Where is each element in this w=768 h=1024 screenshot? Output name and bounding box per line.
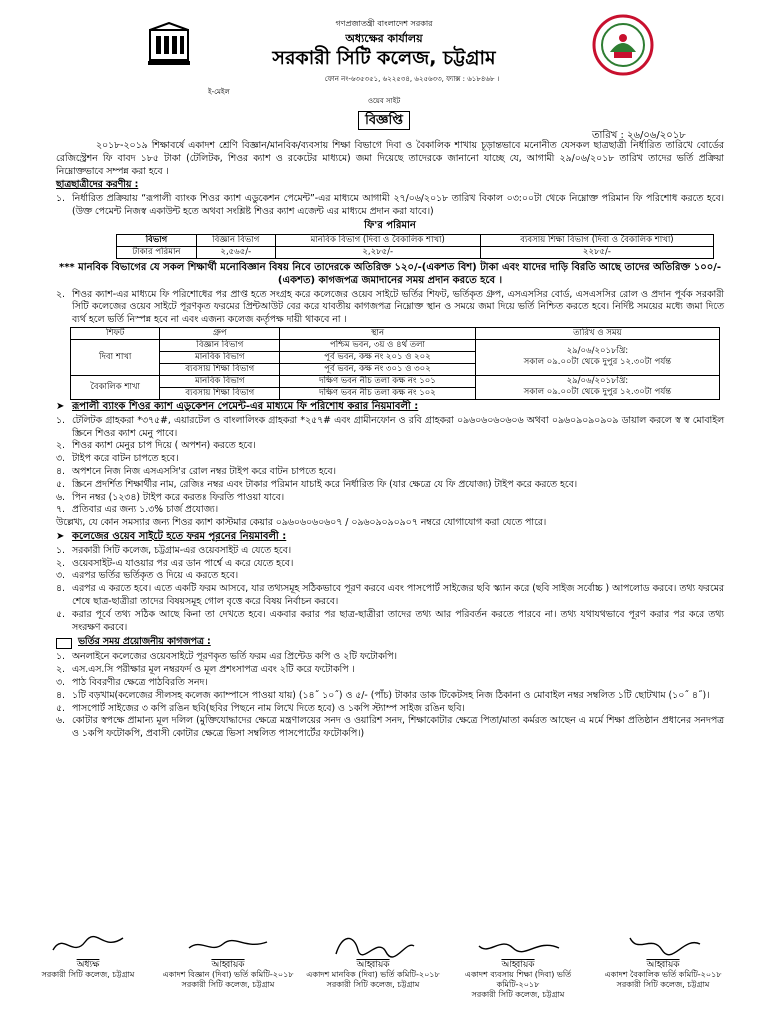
signatory-org-2: সরকারী সিটি কলেজ, চট্টগ্রাম: [471, 990, 565, 999]
students-duty-heading: ছাত্রছাত্রীদের করণীয় :: [56, 179, 139, 191]
table-cell: বিজ্ঞান বিভাগ: [160, 339, 280, 351]
checkbox-icon: [56, 638, 72, 649]
list-item: [56, 558, 724, 571]
signatory-role: আহ্বায়ক: [211, 960, 245, 970]
table-cell: ব্যবসায় শিক্ষা বিভাগ: [160, 363, 280, 375]
handwritten-signature: [328, 930, 418, 960]
list-item: [56, 289, 724, 327]
time-cell: [475, 339, 719, 375]
time-range: সকাল ০৯.০০টা থেকে দুপুর ১২.৩০টা পর্যন্ত: [523, 357, 672, 368]
handwritten-signature: [43, 930, 133, 960]
item-number: ৫.: [56, 608, 65, 620]
handwritten-signature: [618, 930, 708, 960]
table-header-cell: বিভাগ: [117, 234, 197, 246]
website-line: ওয়েব সাইট: [367, 97, 401, 105]
table-row: [117, 234, 714, 246]
table-header-cell: গ্রুপ: [160, 327, 280, 339]
college-name: সরকারী সিটি কলেজ, চট্টগ্রাম: [272, 47, 496, 69]
fee-table-title: ফি'র পরিমান: [364, 219, 416, 231]
handwritten-signature: [183, 930, 273, 960]
item-number: ১.: [56, 414, 65, 426]
item-number: ৪.: [56, 583, 65, 595]
list-item: [56, 415, 724, 441]
letterhead: [0, 0, 768, 108]
signatory-org: একাদশ বৈকালিক ভর্তি কমিটি-২০১৮: [604, 970, 722, 979]
time-cell: [475, 375, 719, 399]
item-text: পাঠ বিবরণীর ক্ষেত্রে পাঠবিরতি সনদ।: [72, 676, 208, 688]
item-text: পিন নম্বর (১২৩৪) টাইপ করে করতঃ ফিরতি পাওয়া যাবে।: [72, 491, 285, 503]
notice-date: তারিখ : ২৬/০৬/২০১৮: [592, 130, 686, 141]
list-item: [56, 492, 724, 505]
table-cell: পূর্ব ভবন, কক্ষ নং ২০১ ও ২০২: [280, 351, 476, 363]
table-cell: পশ্চিম ভবন, ৩য় ও ৪র্থ তলা: [280, 339, 476, 351]
list-item: [56, 651, 724, 664]
table-row: [117, 246, 714, 258]
item-number: ৪.: [56, 465, 65, 477]
signature-row: [38, 930, 738, 1020]
item-number: ৬.: [56, 715, 65, 727]
item-text: স্ক্রিনে প্রদর্শিত শিক্ষার্থীর নাম, রেজিঃ নম্বর এবং টাকার পরিমান যাচাই করে নির্ধারিত ফি (যার ক্ষেত্রে যে ফি প্রযোজ্য) টাইপ করে করতে হবে।: [72, 478, 578, 490]
schedule-table: [70, 327, 720, 400]
notice-body: [56, 140, 724, 741]
intro-paragraph: ২০১৮-২০১৯ শিক্ষাবর্ষে একাদশ শ্রেণি বিজ্ঞান/মানবিক/ব্যবসায় শিক্ষা বিভাগে দিবা ও বৈকালিক শাখায় চূড়ান্তভাবে মনোনীত যেসকল ছাত্রছাত্রী নির্ধারিত তারিখে বোর্ডের রেজিস্ট্রেশন ফি বাবদ ১৮৫ টাকা (টেলিটক, শিওর ক্যাশ ও রকেটের মাধ্যমে) জমা দিয়েছে তাদেরকে জানানো যাচ্ছে যে, আগামী ২৯/০৬/২০১৮ তারিখ তাদের ভর্তি প্রক্রিয়া নিম্নোক্তভাবে সম্পন্ন করা হবে ।: [56, 140, 724, 177]
table-cell: ২,২৮৫/-: [275, 246, 480, 258]
web-rules-list: [56, 545, 724, 635]
table-header-cell: স্থান: [280, 327, 476, 339]
item-number: ৫.: [56, 478, 65, 490]
table-header-cell: মানবিক বিভাগ (দিবা ও বৈকালিক শাখা): [275, 234, 480, 246]
item-text: শিওর ক্যাশ মেনুর চাপ দিয়ে ( অপশন) করতে হবে।: [72, 440, 256, 452]
table-header-cell: শিফট: [71, 327, 160, 339]
signature-block: [593, 930, 733, 990]
table-header-cell: বিজ্ঞান বিভাগ: [196, 234, 275, 246]
signatory-role: আহ্বায়ক: [356, 960, 390, 970]
signatory-org: একাদশ বিজ্ঞান (দিবা) ভর্তি কমিটি-২০১৮: [162, 970, 294, 979]
table-cell: টাকার পরিমান: [117, 246, 197, 258]
list-item: [56, 440, 724, 453]
time-range: সকাল ০৯.০০টা থেকে দুপুর ১২.৩০টা পর্যন্ত: [523, 387, 672, 398]
item-text: ১টি বড়খাম(কলেজের সীলসহ কলেজ ক্যাম্পাসে পাওয়া যায়) (১৪˝ ১০˝) ও ৫/- (পাঁচ) টাকার ডাক টিকেটসহ নিজ ঠিকানা ও মোবাইল নম্বর সম্বলিত ১টি ছোটখাম (১০˝ ৪˝)।: [72, 689, 710, 701]
table-row: [71, 327, 720, 339]
signatory-org-2: সরকারী সিটি কলেজ, চট্টগ্রাম: [181, 980, 275, 989]
table-cell: মানবিক বিভাগ: [160, 351, 280, 363]
signatory-org-2: সরকারী সিটি কলেজ, চট্টগ্রাম: [616, 980, 710, 989]
documents-list: [56, 651, 724, 741]
item-text: অপশনে নিজ নিজ এসএসসি'র রোল নম্বর টাইপ করে বাটন চাপতে হবে।: [72, 465, 336, 477]
heading-text: রূপালী ব্যাংক শিওর ক্যাশ এডুকেশন পেমেন্ট-এর মাধ্যমে ফি পরিশোধ করার নিয়মাবলী :: [72, 400, 419, 412]
item-number: ২.: [56, 557, 65, 569]
time-date: ২৯/০৬/২০১৮খ্রি:: [566, 376, 629, 387]
signatory-org-2: সরকারী সিটি কলেজ, চট্টগ্রাম: [326, 980, 420, 989]
list-item: [56, 715, 724, 741]
item-text: প্রতিবার এর জন্য ১.৩% চার্জ প্রযোজ্য।: [72, 504, 219, 516]
item-text: টাইপ করে বাটন চাপতে হবে।: [72, 453, 179, 465]
item-text: সরকারী সিটি কলেজ, চট্টগ্রাম-এর ওয়েবসাইট এ যেতে হবে।: [72, 544, 292, 556]
list-item: [56, 466, 724, 479]
table-header-cell: তারিখ ও সময়: [475, 327, 719, 339]
signatory-role: আহ্বায়ক: [646, 960, 680, 970]
item-text: টেলিটক গ্রাহকরা *৩৭৫#, এয়ারটেল ও বাংলালিংক গ্রাহকরা *২৫৭# এবং গ্রামীনফোন ও রবি গ্রাহকরা ০৯৬০৬০৬০৬০৬ অথবা ০৯৬০৯০৯০৯০৯ ডায়াল করলে স্ব স্ব মোবাইল স্ক্রিনে শিওর ক্যাশ মেনু পাবে।: [72, 414, 724, 439]
notice-title: বিজ্ঞপ্তি: [0, 111, 768, 132]
item-number: ৫.: [56, 702, 65, 714]
documents-heading: [56, 636, 724, 649]
table-cell: দক্ষিণ ভবন নীচ তলা কক্ষ নং ১০১: [280, 375, 476, 387]
list-item: [56, 570, 724, 583]
item-number: ৩.: [56, 570, 65, 582]
item-text: নির্ধারিত প্রক্রিয়ায় “রূপালী ব্যাংক শিওর ক্যাশ এডুকেশন পেমেন্ট”-এর মাধ্যমে আগামী ২৭/০৬/২০১৮ তারিখ বিকাল ০৩:০০টা থেকে নিম্নোক্ত পরিমান ফি পরিশোধ করতে হবে।(উক্ত পেমেন্ট নিজস্ব একাউন্ট হতে অথবা সংশ্লিষ্ট শিওর ক্যাশ এজেন্ট এর মাধ্যমে প্রদান করা যাবে।): [72, 193, 724, 217]
handwritten-signature: [473, 930, 563, 960]
list-item: [56, 583, 724, 609]
table-cell: ২২৮৫/-: [480, 246, 713, 258]
item-number: ২.: [56, 664, 65, 676]
list-item: [56, 545, 724, 558]
item-number: ৭.: [56, 504, 65, 516]
shift-cell: বৈকালিক শাখা: [71, 375, 160, 399]
table-row: [71, 339, 720, 351]
item-number: ১.: [56, 651, 65, 663]
signatory-org: একাদশ মানবিক (দিবা) ভর্তি কমিটি-২০১৮: [306, 970, 440, 979]
list-item: [56, 677, 724, 690]
item-number: ৩.: [56, 453, 65, 465]
table-header-cell: ব্যবসায় শিক্ষা বিভাগ (দিবা ও বৈকালিক শাখা): [480, 234, 713, 246]
item-text: এস.এস.সি পরীক্ষার মূল নম্বরফর্দ ও মূল প্রশংসাপত্র এবং ২টি করে ফটোকপি ।: [72, 664, 355, 676]
table-row: [71, 375, 720, 387]
signature-block: [303, 930, 443, 990]
signatory-role: আহ্বায়ক: [501, 960, 535, 970]
payment-rules-heading: [56, 401, 724, 414]
office-line: অধ্যক্ষের কার্যালয়: [345, 32, 423, 45]
item-number: ৬.: [56, 491, 65, 503]
payment-rules-list: [56, 415, 724, 517]
time-date: ২৯/০৬/২০১৮খ্রি:: [566, 346, 629, 357]
item-text: এরপর ভর্তির ভর্তিকৃত ও দিয়ে এ করতে হবে।: [72, 570, 239, 582]
list-item: [56, 504, 724, 517]
heading-text: কলেজের ওয়েব সাইটে হতে ফরম পূরনের নিয়মাবলী :: [72, 530, 287, 542]
item-text: ওয়েবসাইট-এ যাওয়ার পর এর ডান পার্শ্বে এ করে যেতে হবে।: [72, 557, 294, 569]
heading-text: ভর্তির সময় প্রয়োজনীয় কাগজপত্র :: [78, 636, 211, 648]
table-cell: মানবিক বিভাগ: [160, 375, 280, 387]
seal-logo-icon: [592, 14, 654, 76]
item-text: শিওর ক্যাশ-এর মাধ্যমে ফি পরিশোধের পর প্রাপ্ত হতে সংগ্রহ করে কলেজের ওয়েব সাইটে ভর্তির শিফট, ভর্তিকৃত গ্রুপ, এসএসসির বোর্ড, এসএসসির রোল ও প্রদান পূর্বক সরকারী সিটি কলেজের ওয়েব সাইটে পূরণকৃত ফরমের প্রিন্টআউট বের করে যাবতীয় কাগজপত্র নিম্নোক্ত স্থান ও সময়ে জমা দিয়ে ভর্তি নিশ্চিত করতে হবে। নির্দিষ্ট সময়ের মধ্যে জমা দিতে ব্যর্থ হলে ভর্তি নিস্পন্ন হবে না এবং এজন্য কলেজ কর্তৃপক্ষ দায়ী থাকবে না ।: [72, 288, 724, 326]
arrow-icon: ➤: [56, 530, 65, 542]
signature-block: [158, 930, 298, 990]
list-item: [56, 193, 724, 219]
table-cell: পূর্ব ভবন, কক্ষ নং ৩০১ ও ৩০২: [280, 363, 476, 375]
web-rules-heading: [56, 531, 724, 544]
list-item: [56, 453, 724, 466]
list-item: [56, 609, 724, 635]
item-text: অনলাইনে কলেজের ওয়েবসাইটে পূরণকৃত ভর্তি ফরম এর প্রিন্টেড কপি ও ২টি ফটোকপি।: [72, 651, 397, 663]
item-number: ২.: [56, 288, 65, 300]
table-cell: ব্যবসায় শিক্ষা বিভাগ: [160, 387, 280, 399]
signatory-org: একাদশ ব্যবসায় শিক্ষা (দিবা) ভর্তি কমিটি-২০১৮: [464, 970, 572, 989]
item-text: এরপর এ করতে হবে। এতে একটি ফরম আসবে, যার তথ্যসমূহ সঠিকভাবে পূরণ করবে এবং পাসপোর্ট সাইজের ছবি স্ক্যান করে (ছবি সাইজ সর্বোচ্চ ) আপলোড করবে। তথ্য ফরমের শেষে ছাত্র-ছাত্রীরা তাদের বিষয়সমূহ গোল বৃত্তে করে বিষয় নির্বাচন করবে।: [72, 583, 724, 607]
humanities-note: *** মানবিক বিভাগের যে সকল শিক্ষার্থী মনোবিজ্ঞান বিষয় নিবে তাদেরকে অতিরিক্ত ১২০/-(একশত বিশ) টাকা এবং যাদের দাড়ি বিরতি আছে তাদের অতিরিক্ত ১০০/- (একশত) কাগজপত্র জমাদানের সময় প্রদান করতে হবে ।: [58, 261, 722, 286]
signatory-role: অধ্যক্ষ: [76, 960, 100, 970]
government-line: গণপ্রজাতন্ত্রী বাংলাদেশ সরকার: [335, 19, 433, 28]
signatory-org: সরকারী সিটি কলেজ, চট্টগ্রাম: [41, 970, 135, 979]
fee-table: [116, 234, 714, 259]
table-cell: দক্ষিণ ভবন নীচ তলা কক্ষ নং ১০২: [280, 387, 476, 399]
helpline-note: উল্লেখ্য, যে কোন সমস্যার জন্য শিওর ক্যাশ কাস্টমার কেয়ার ০৯৬০৬০৬০৬০৭ / ০৯৬০৯০৯০৯০৭ নম্বরে যোগাযোগ করা যেতে পারে।: [56, 517, 547, 529]
table-cell: ২,৫৬৫/-: [196, 246, 275, 258]
signature-block: [18, 930, 158, 980]
item-number: ২.: [56, 440, 65, 452]
shift-cell: দিবা শাখা: [71, 339, 160, 375]
item-text: কোটার স্বপক্ষে প্রামান্য মূল দলিল (মুক্তিযোদ্ধাদের ক্ষেত্রে মন্ত্রণালয়ের সনদ ও ওয়ারিশ সনদ, শিক্ষাকোটার ক্ষেত্রে পিতা/মাতা কর্মরত আছেন এ মর্মে শিক্ষা প্রতিষ্ঠান প্রধানের সনদপত্র ও ১কপি ফটোকপি, প্রবাসী কোটার ক্ষেত্রে ভিসা সম্বলিত পাসপোর্টের ফটোকপি।): [72, 715, 724, 740]
email-line: ই-মেইল: [208, 88, 230, 96]
item-text: করার পূর্বে তথ্য সঠিক আছে কিনা তা দেখতে হবে। একবার করার পর ছাত্র-ছাত্রীরা তাদের তথ্য আর পরিবর্তন করতে পারবে না। তথ্য যথাযথভাবে পূরণ করার পর করে তথ্য সংরক্ষণ করবে।: [72, 608, 724, 633]
list-item: [56, 479, 724, 492]
item-number: ১.: [56, 544, 65, 556]
contact-line: ফোন নং-৬৩৫৩৫১, ৬২২৫৩৪, ৬২৫৬৩৩, ফ্যাক্স : ৬১৮৪৬৮ ।: [324, 75, 500, 83]
item-number: ১.: [56, 193, 65, 205]
arrow-icon: ➤: [56, 400, 65, 412]
list-item: [56, 703, 724, 716]
item-number: ৩.: [56, 676, 65, 688]
item-text: পাসপোর্ট সাইজের ৩ কপি রঙিন ছবি(ছবির পিছনে নাম লিখে দিতে হবে) ও ১কপি স্ট্যাম্প সাইজ রঙিন ছবি।: [72, 702, 465, 714]
item-number: ৪.: [56, 689, 65, 701]
list-item: [56, 664, 724, 677]
list-item: [56, 690, 724, 703]
signature-block: [448, 930, 588, 1000]
